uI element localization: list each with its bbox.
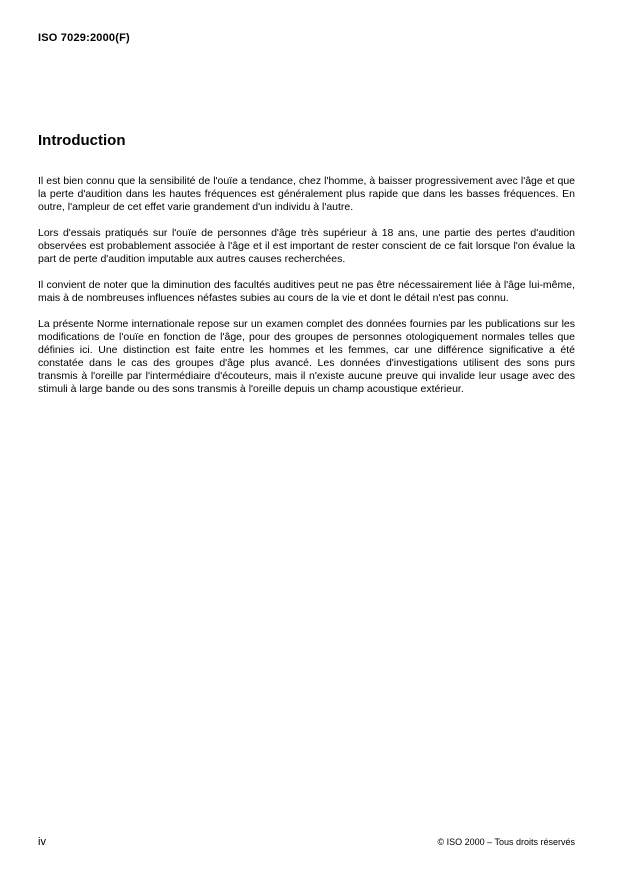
paragraph: Lors d'essais pratiqués sur l'ouïe de personnes d'âge très supérieur à 18 ans, une partie des pertes d'audition observées est probablement associée à l'âge et il est important de rester conscient de ce fait lorsque l'on évalue la part de perte d'audition imputable aux autres causes recherchées.	[38, 227, 575, 265]
paragraph: Il est bien connu que la sensibilité de l'ouïe a tendance, chez l'homme, à baisser progressivement avec l'âge et que la perte d'audition dans les hautes fréquences est généralement plus rapide que dans les basses fréquences. En outre, l'ampleur de cet effet varie grandement d'un individu à l'autre.	[38, 175, 575, 213]
paragraph: Il convient de noter que la diminution des facultés auditives peut ne pas être nécessairement liée à l'âge lui-même, mais à de nombreuses influences néfastes subies au cours de la vie et dont le détail n'est pas connu.	[38, 279, 575, 304]
page-content	[38, 132, 575, 409]
copyright-notice: © ISO 2000 – Tous droits réservés	[437, 837, 575, 847]
document-reference: ISO 7029:2000(F)	[38, 32, 130, 44]
paragraph: La présente Norme internationale repose sur un examen complet des données fournies par les publications sur les modifications de l'ouïe en fonction de l'âge, pour des groupes de personnes otologiquement normales telles que définies ici. Une distinction est faite entre les hommes et les femmes, car une différence significative a été constatée dans le cas des groupes d'âge plus avancé. Les données d'investigations utilisent des sons purs transmis à l'oreille par l'intermédiaire d'écouteurs, mais il n'existe aucune preuve qui invalide leur usage avec des stimuli à large bande ou des sons transmis à l'oreille depuis un champ acoustique extérieur.	[38, 318, 575, 395]
page-number: iv	[38, 836, 46, 848]
page-footer	[38, 836, 575, 848]
section-title: Introduction	[38, 132, 126, 149]
